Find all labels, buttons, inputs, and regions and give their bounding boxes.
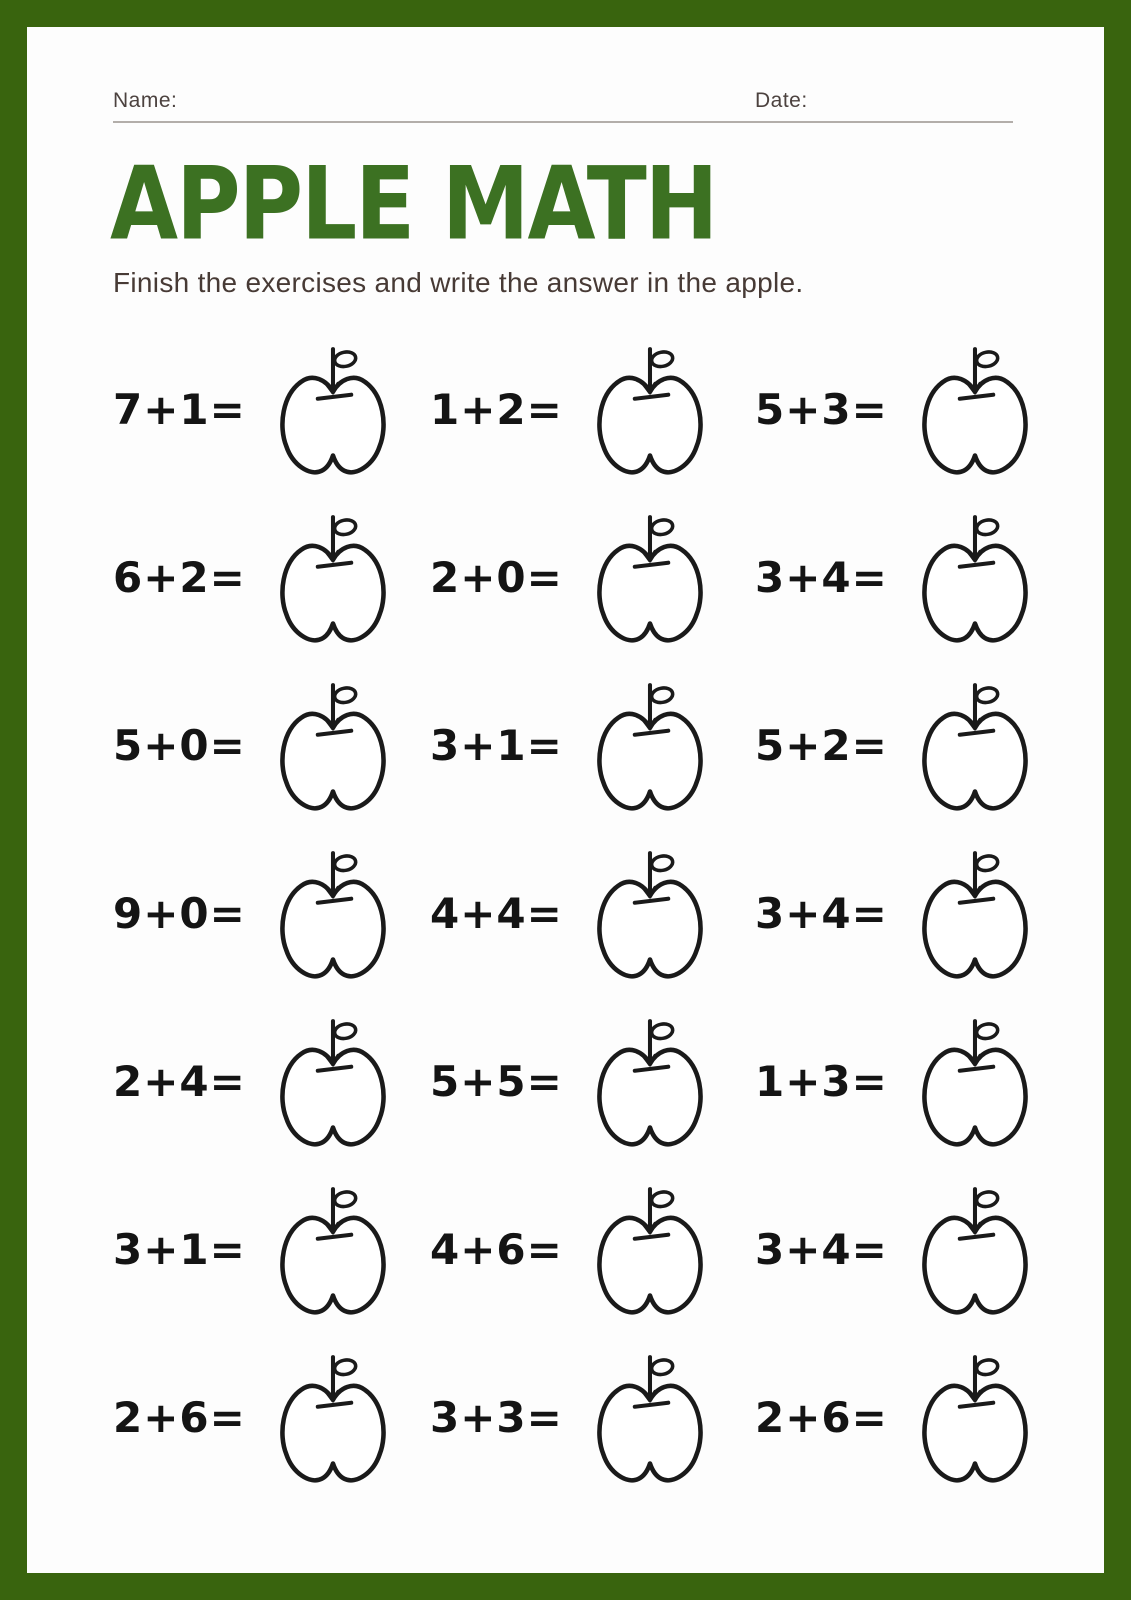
instructions-text: Finish the exercises and write the answer in the apple. [113,267,804,298]
problem-cell [113,677,430,845]
apple-outline-icon[interactable] [912,509,1040,661]
apple-outline-icon[interactable] [587,845,715,997]
apple-outline-icon[interactable] [270,1013,398,1165]
apple-outline-icon[interactable] [587,1349,715,1501]
problem-text: 3+4= [755,889,888,938]
problem-text: 9+0= [113,889,246,938]
apple-outline-icon[interactable] [912,1013,1040,1165]
problem-text: 2+4= [113,1057,246,1106]
problem-cell [755,341,1080,509]
apple-outline-icon[interactable] [912,677,1040,829]
problem-cell [755,509,1080,677]
problem-cell [755,1013,1080,1181]
problem-text: 6+2= [113,553,246,602]
apple-outline-icon[interactable] [270,509,398,661]
apple-outline-icon[interactable] [912,845,1040,997]
problem-cell [430,1013,755,1181]
apple-outline-icon[interactable] [270,677,398,829]
problem-text: 2+6= [113,1393,246,1442]
problem-text: 2+0= [430,553,563,602]
problem-text: 3+1= [113,1225,246,1274]
name-date-line[interactable] [113,85,1013,123]
problem-text: 4+4= [430,889,563,938]
apple-outline-icon[interactable] [270,845,398,997]
problem-cell [430,845,755,1013]
problem-text: 3+3= [430,1393,563,1442]
problem-cell [430,1181,755,1349]
problem-text: 3+4= [755,1225,888,1274]
problem-text: 5+3= [755,385,888,434]
apple-outline-icon[interactable] [270,1349,398,1501]
apple-outline-icon[interactable] [587,509,715,661]
problem-cell [113,509,430,677]
apple-outline-icon[interactable] [912,341,1040,493]
date-label: Date: [755,89,808,112]
problem-text: 1+3= [755,1057,888,1106]
apple-outline-icon[interactable] [270,341,398,493]
problem-cell [755,1349,1080,1517]
problem-cell [113,845,430,1013]
problem-cell [430,1349,755,1517]
problem-text: 3+1= [430,721,563,770]
apple-outline-icon[interactable] [587,677,715,829]
name-label: Name: [113,89,178,112]
problem-cell [113,1013,430,1181]
problem-cell [430,341,755,509]
problem-cell [113,341,430,509]
apple-outline-icon[interactable] [587,1013,715,1165]
problem-cell [113,1181,430,1349]
problem-cell [430,677,755,845]
problem-cell [430,509,755,677]
problem-text: 7+1= [113,385,246,434]
problem-text: 5+5= [430,1057,563,1106]
problem-cell [755,845,1080,1013]
problem-text: 1+2= [430,385,563,434]
apple-outline-icon[interactable] [912,1349,1040,1501]
problems-grid [113,341,1080,1517]
apple-outline-icon[interactable] [587,1181,715,1333]
problem-text: 3+4= [755,553,888,602]
apple-outline-icon[interactable] [270,1181,398,1333]
apple-outline-icon[interactable] [912,1181,1040,1333]
problem-text: 2+6= [755,1393,888,1442]
problem-cell [113,1349,430,1517]
problem-text: 5+2= [755,721,888,770]
problem-text: 5+0= [113,721,246,770]
page-title: APPLE MATH [110,144,717,263]
problem-text: 4+6= [430,1225,563,1274]
problem-cell [755,1181,1080,1349]
problem-cell [755,677,1080,845]
apple-outline-icon[interactable] [587,341,715,493]
